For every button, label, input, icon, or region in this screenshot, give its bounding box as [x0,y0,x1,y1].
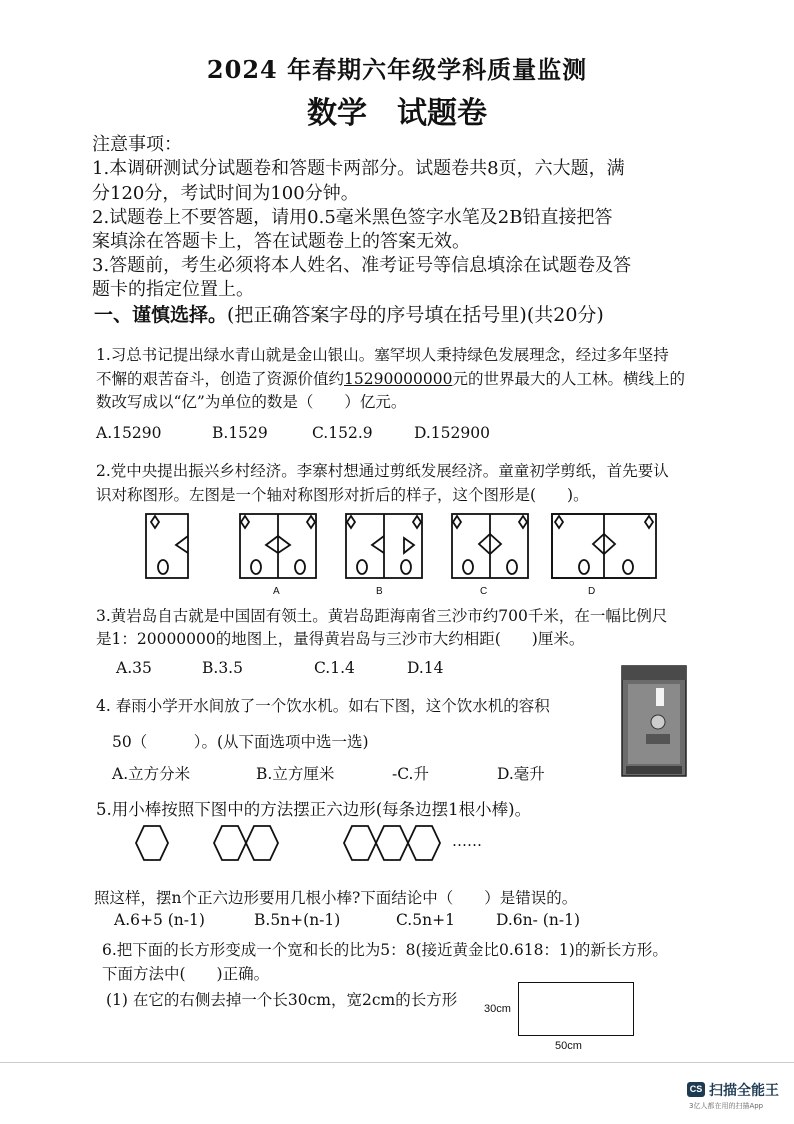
notice-line: 2.试题卷上不要答题，请用0.5毫米黑色签字水笔及2B铅直接把答 [92,207,613,228]
q6-rect-width-label: 50cm [555,1040,582,1052]
q5-line1: 5.用小棒按照下图中的方法摆正六边形(每条边摆1根小棒)。 [96,800,532,819]
q5-option-b: B.5n+(n-1) [254,911,341,929]
folded-shape [146,514,188,578]
q5-ellipsis: …… [452,832,482,850]
q5-hexagon-figure [130,820,460,866]
q4-option-b: B.立方厘米 [256,765,335,783]
notice-line: 1.本调研测试分试题卷和答题卡两部分。试题卷共8页，六大题，满 [92,158,625,179]
q2-label-b: B [376,586,383,597]
section-title: 一、谨慎选择。 [94,304,228,326]
q3-line1: 3.黄岩岛自古就是中国固有领土。黄岩岛距海南省三沙市约700千米，在一幅比例尺 [96,607,668,625]
footer-divider [0,1062,794,1063]
scanner-brand: 扫描全能王 [709,1083,779,1099]
option-a-shape [240,514,316,578]
q1-option-a: A.15290 [96,424,162,442]
exam-title: 2024 年春期六年级学科质量监测 [206,55,588,84]
section-desc: (把正确答案字母的序号填在括号里)(共20分) [227,304,604,326]
notice-line: 3.答题前，考生必须将本人姓名、准考证号等信息填涂在试题卷及答 [92,255,632,276]
notice-line: 案填涂在答题卡上，答在试题卷上的答案无效。 [92,231,470,252]
q6-rectangle [518,982,634,1036]
scanner-tagline: 3亿人都在用的扫描App [689,1102,764,1110]
q4-line2: 50（ ）。(从下面选项中选一选) [112,733,369,751]
q3-option-b: B.3.5 [202,659,243,677]
q2-label-d: D [588,586,596,597]
q1-line1: 1.习总书记提出绿水青山就是金山银山。塞罕坝人秉持绿色发展理念，经过多年坚持 [96,346,669,364]
notice-line: 分120分，考试时间为100分钟。 [92,183,359,204]
q3-option-a: A.35 [116,659,152,677]
q2-line1: 2.党中央提出振兴乡村经济。李寨村想通过剪纸发展经济。童童初学剪纸，首先要认 [96,462,669,480]
q1-underlined-number: 15290000000 [344,370,453,388]
q4-option-c: -C.升 [392,765,429,783]
q3-line2: 是1：20000000的地图上，量得黄岩岛与三沙市大约相距( )厘米。 [96,630,585,648]
q5-option-d: D.6n- (n-1) [496,911,580,929]
q1-line3: 数改写成以“亿”为单位的数是（ ）亿元。 [96,393,407,411]
notice-line: 题卡的指定位置上。 [92,279,254,300]
q4-line1: 4. 春雨小学开水间放了一个饮水机。如右下图，这个饮水机的容积 [96,697,550,715]
q3-option-d: D.14 [407,659,444,677]
q3-option-c: C.1.4 [314,659,355,677]
q5-line2: 照这样，摆n个正六边形要用几根小棒?下面结论中（ ）是错误的。 [94,889,578,907]
q2-line2: 识对称图形。左图是一个轴对称图形对折后的样子，这个图形是( )。 [96,486,589,504]
q1-option-d: D.152900 [414,424,490,442]
q6-rect-height-label: 30cm [484,1003,511,1015]
q1-line2 [96,367,685,389]
option-b-shape [346,514,422,578]
q1-line2-pre: 不懈的艰苦奋斗，创造了资源价值约 [96,370,345,388]
q6-line1: 6.把下面的长方形变成一个宽和长的比为5：8(接近黄金比0.618：1)的新长方形。 [102,941,668,959]
q5-option-c: C.5n+1 [396,911,455,929]
q2-option-d-figure [550,508,662,600]
exam-subtitle: 数学 试题卷 [307,96,487,131]
q6-line2: 下面方法中( )正确。 [102,965,270,983]
q5-option-a: A.6+5 (n-1) [114,911,205,929]
q4-option-a: A.立方分米 [112,765,191,783]
q1-option-b: B.1529 [212,424,268,442]
scanner-logo-icon: CS [687,1082,705,1097]
notice-heading: 注意事项： [92,134,182,155]
section-heading [94,300,604,327]
q2-label-a: A [273,586,280,597]
water-dispenser-image [618,660,690,780]
option-c-shape [452,514,528,578]
q6-line3: (1) 在它的右侧去掉一个长30cm，宽2cm的长方形 [106,991,458,1009]
q1-option-c: C.152.9 [312,424,373,442]
q1-line2-post: 元的世界最大的人工林。横线上的 [452,370,686,388]
q2-label-c: C [480,586,488,597]
q4-option-d: D.毫升 [497,765,545,783]
